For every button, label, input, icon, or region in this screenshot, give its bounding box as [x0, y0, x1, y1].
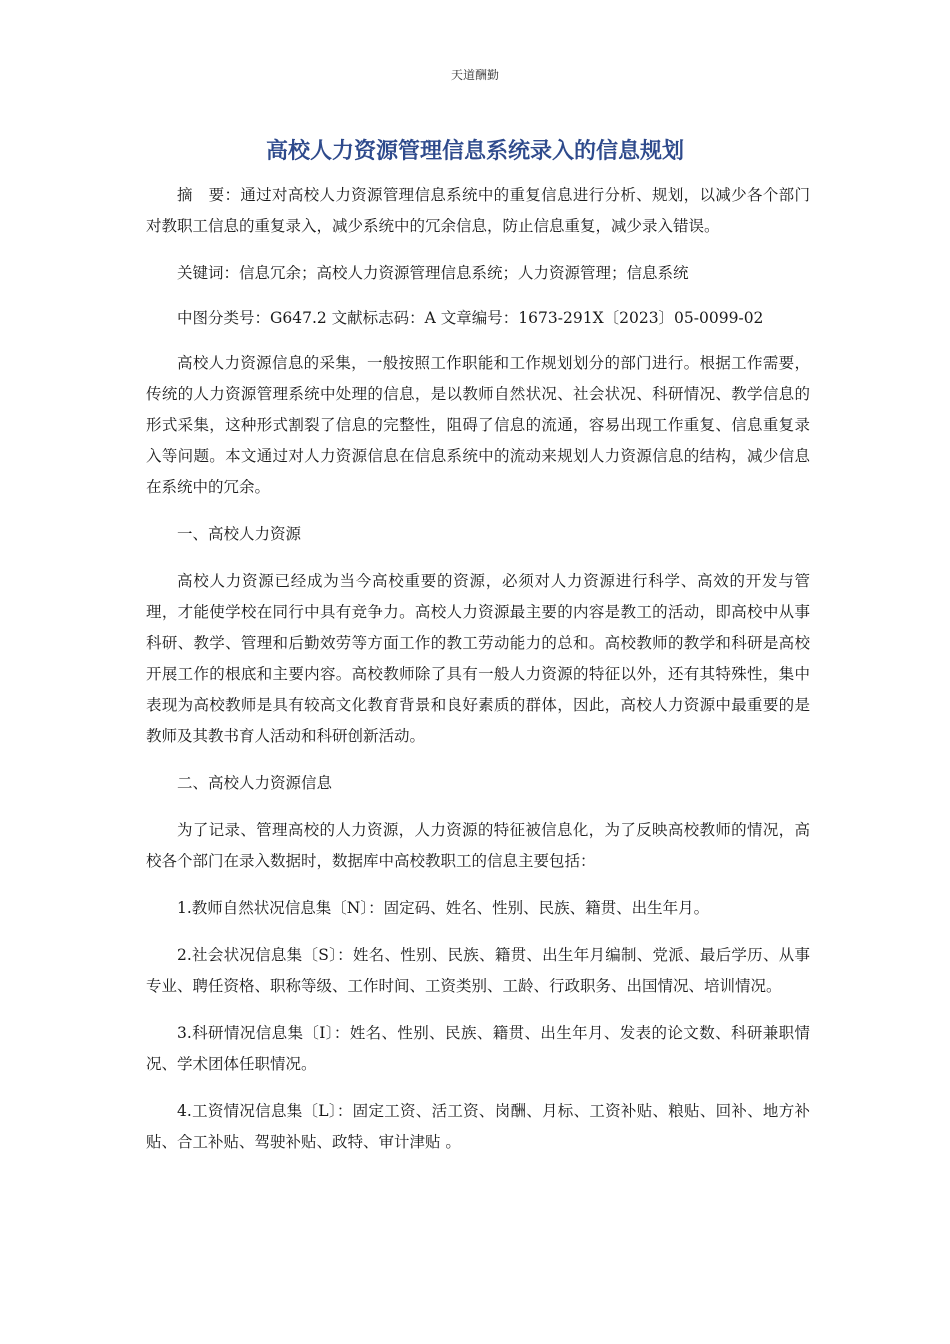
section-1-paragraph: 高校人力资源已经成为当今高校重要的资源，必须对人力资源进行科学、高效的开发与管理，才能使学校在同行中具有竞争力。高校人力资源最主要的内容是教工的活动，即高校中从事科研、教学、管理和后勤效劳等方面工作的教工劳动能力的总和。高校教师的教学和科研是高校开展工作的根底和主要内容。高校教师除了具有一般人力资源的特征以外，还有其特殊性，集中表现为高校教师是具有较高文化教育背景和良好素质的群体，因此，高校人力资源中最重要的是教师及其教书育人活动和科研创新活动。 [146, 572, 810, 745]
classification-info: 中图分类号：G647.2 文献标志码：A 文章编号：1673-291X〔2023〕05-0099-02 [177, 309, 764, 327]
abstract: 摘 要：通过对高校人力资源管理信息系统中的重复信息进行分析、规划，以减少各个部门对教职工信息的重复录入，减少系统中的冗余信息，防止信息重复，减少录入错误。 [146, 186, 810, 235]
section-2-paragraph: 为了记录、管理高校的人力资源，人力资源的特征被信息化，为了反映高校教师的情况，高校各个部门在录入数据时，数据库中高校教职工的信息主要包括： [146, 821, 810, 870]
section-2-heading: 二、高校人力资源信息 [177, 774, 333, 792]
info-set-item: 3.科研情况信息集〔I〕：姓名、性别、民族、籍贯、出生年月、发表的论文数、科研兼职情况、学术团体任职情况。 [146, 1024, 810, 1073]
section-1-heading: 一、高校人力资源 [177, 525, 302, 543]
keywords: 关键词：信息冗余；高校人力资源管理信息系统；人力资源管理；信息系统 [177, 264, 689, 282]
info-set-item: 2.社会状况信息集〔S〕：姓名、性别、民族、籍贯、出生年月编制、党派、最后学历、从事专业、聘任资格、职称等级、工作时间、工资类别、工龄、行政职务、出国情况、培训情况。 [146, 946, 810, 995]
info-set-item: 4.工资情况信息集〔L〕：固定工资、活工资、岗酬、月标、工资补贴、粮贴、回补、地方补贴、合工补贴、驾驶补贴、政特、审计津贴 。 [146, 1102, 810, 1151]
info-set-item: 1.教师自然状况信息集〔N〕：固定码、姓名、性别、民族、籍贯、出生年月。 [177, 899, 710, 917]
intro-paragraph: 高校人力资源信息的采集，一般按照工作职能和工作规划划分的部门进行。根据工作需要，传统的人力资源管理系统中处理的信息，是以教师自然状况、社会状况、科研情况、教学信息的形式采集，这种形式割裂了信息的完整性，阻碍了信息的流通，容易出现工作重复、信息重复录入等问题。本文通过对人力资源信息在信息系统中的流动来规划人力资源信息的结构，减少信息在系统中的冗余。 [146, 354, 810, 496]
page-header: 天道酬勤 [450, 68, 499, 82]
article-body [146, 180, 810, 1174]
article-title: 高校人力资源管理信息系统录入的信息规划 [265, 139, 684, 164]
